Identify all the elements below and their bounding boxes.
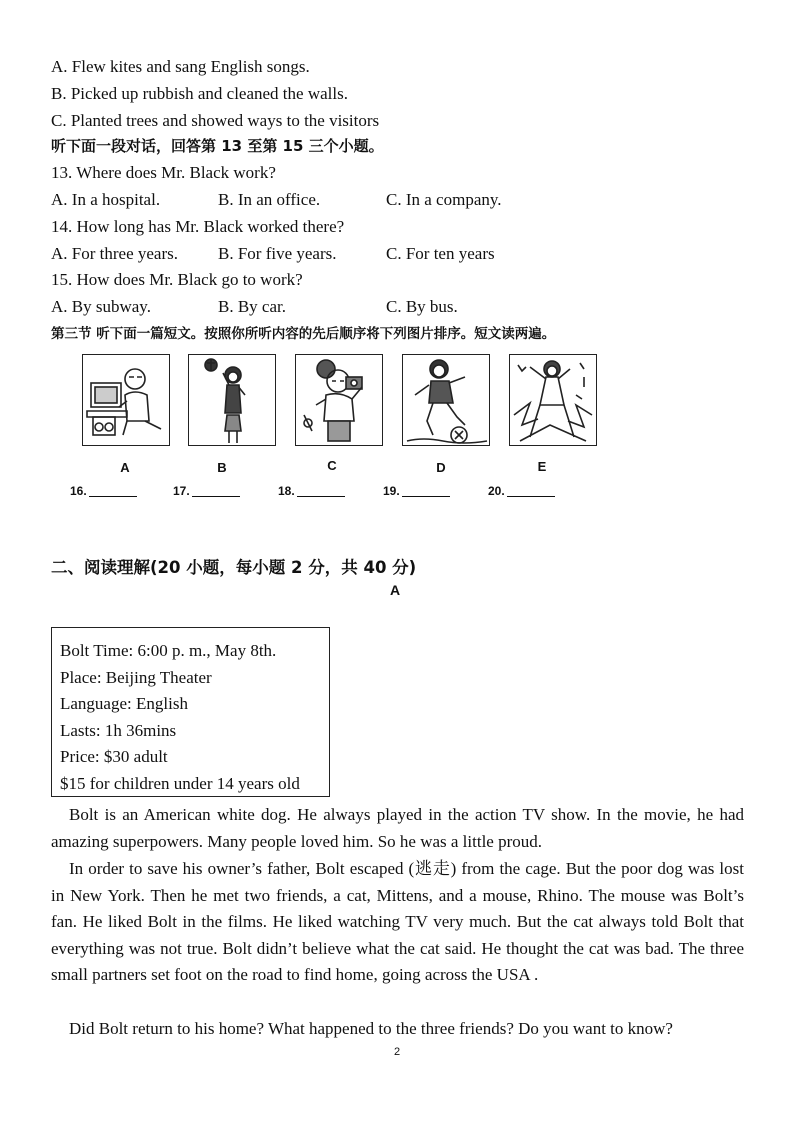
section3-instruction: 第三节 听下面一篇短文。按照你所听内容的先后顺序将下列图片排序。短文读两遍。 xyxy=(51,326,556,342)
girl-singing-dancing-icon xyxy=(509,354,597,446)
person-at-computer-icon xyxy=(82,354,170,446)
q12-option-b: B. Picked up rubbish and cleaned the walls. xyxy=(51,84,348,103)
info-language: Language: English xyxy=(60,694,188,714)
q13-option-c: C. In a company. xyxy=(386,190,502,209)
question-13-options xyxy=(51,189,751,211)
q14-option-a: A. For three years. xyxy=(51,244,178,263)
picture-letter-a: A xyxy=(120,460,130,475)
blank-19-label: 19. xyxy=(383,484,400,498)
page-number: 2 xyxy=(393,1046,401,1058)
boy-playing-football-icon xyxy=(402,354,490,446)
question-13-stem: 13. Where does Mr. Black work? xyxy=(51,163,276,182)
passage-paragraph-3-text: Did Bolt return to his home? What happened to the three friends? Do you want to know? xyxy=(69,1019,673,1038)
girl-playing-ball-icon xyxy=(188,354,276,446)
section-label: A xyxy=(390,582,401,598)
blank-20-label: 20. xyxy=(488,484,505,498)
picture-letter-b: B xyxy=(217,460,227,475)
q14-option-b: B. For five years. xyxy=(218,244,337,263)
q12-option-a: A. Flew kites and sang English songs. xyxy=(51,57,310,76)
passage-paragraph-1-text: Bolt is an American white dog. He always played in the action TV show. In the movie, he had amazing superpowers. Many people loved him. So he was a little proud. xyxy=(51,805,744,851)
question-14-options xyxy=(51,243,751,265)
picture-letter-c: C xyxy=(327,458,337,473)
question-14-stem: 14. How long has Mr. Black worked there? xyxy=(51,217,345,236)
blank-16-label: 16. xyxy=(70,484,87,498)
passage-paragraph-2-text: In order to save his owner’s father, Bolt escaped (逃走) from the cage. But the poor dog was lost in New York. Then he met two friends, a cat, Mittens, and a mouse, Rhino. The mouse was Bolt’s fan. He liked Bolt in the films. He liked watching TV very much. But the cat always told Bolt that everything was not true. Bolt didn’t believe what the cat said. He thought the cat was bad. The three small partners set foot on the road to find home, going across the USA . xyxy=(51,859,744,985)
blank-18-label: 18. xyxy=(278,484,295,498)
question-15-stem: 15. How does Mr. Black go to work? xyxy=(51,270,303,289)
passage-paragraph-1 xyxy=(51,802,744,855)
girl-with-camera-icon xyxy=(295,354,383,446)
blank-19[interactable] xyxy=(383,484,450,498)
part2-title: 二、阅读理解(20 小题，每小题 2 分，共 40 分) xyxy=(51,558,417,577)
q13-option-a: A. In a hospital. xyxy=(51,190,161,209)
blank-18[interactable] xyxy=(278,484,345,498)
picture-row xyxy=(82,354,602,479)
q14-option-c: C. For ten years xyxy=(386,244,495,263)
dialog-instruction: 听下面一段对话，回答第 13 至第 15 三个小题。 xyxy=(51,137,384,155)
q12-option-c: C. Planted trees and showed ways to the visitors xyxy=(51,111,380,130)
q15-option-a: A. By subway. xyxy=(51,297,151,316)
movie-info-box xyxy=(51,627,330,797)
q13-option-b: B. In an office. xyxy=(218,190,321,209)
q15-option-b: B. By car. xyxy=(218,297,286,316)
blank-17-label: 17. xyxy=(173,484,190,498)
info-time: Bolt Time: 6:00 p. m., May 8th. xyxy=(60,641,277,660)
q15-option-c: C. By bus. xyxy=(386,297,458,316)
info-price-adult: Price: $30 adult xyxy=(60,747,168,767)
blank-16[interactable] xyxy=(70,484,137,498)
blank-17[interactable] xyxy=(173,484,240,498)
picture-letter-d: D xyxy=(436,460,446,475)
passage-paragraph-2 xyxy=(51,856,744,989)
question-15-options xyxy=(51,296,751,318)
info-lasts: Lasts: 1h 36mins xyxy=(60,720,177,740)
info-price-children: $15 for children under 14 years old xyxy=(60,773,300,793)
info-place: Place: Beijing Theater xyxy=(60,667,212,687)
blank-20[interactable] xyxy=(488,484,555,498)
passage-paragraph-3 xyxy=(51,1016,744,1043)
picture-letter-e: E xyxy=(537,459,547,474)
answer-blanks xyxy=(70,484,590,504)
